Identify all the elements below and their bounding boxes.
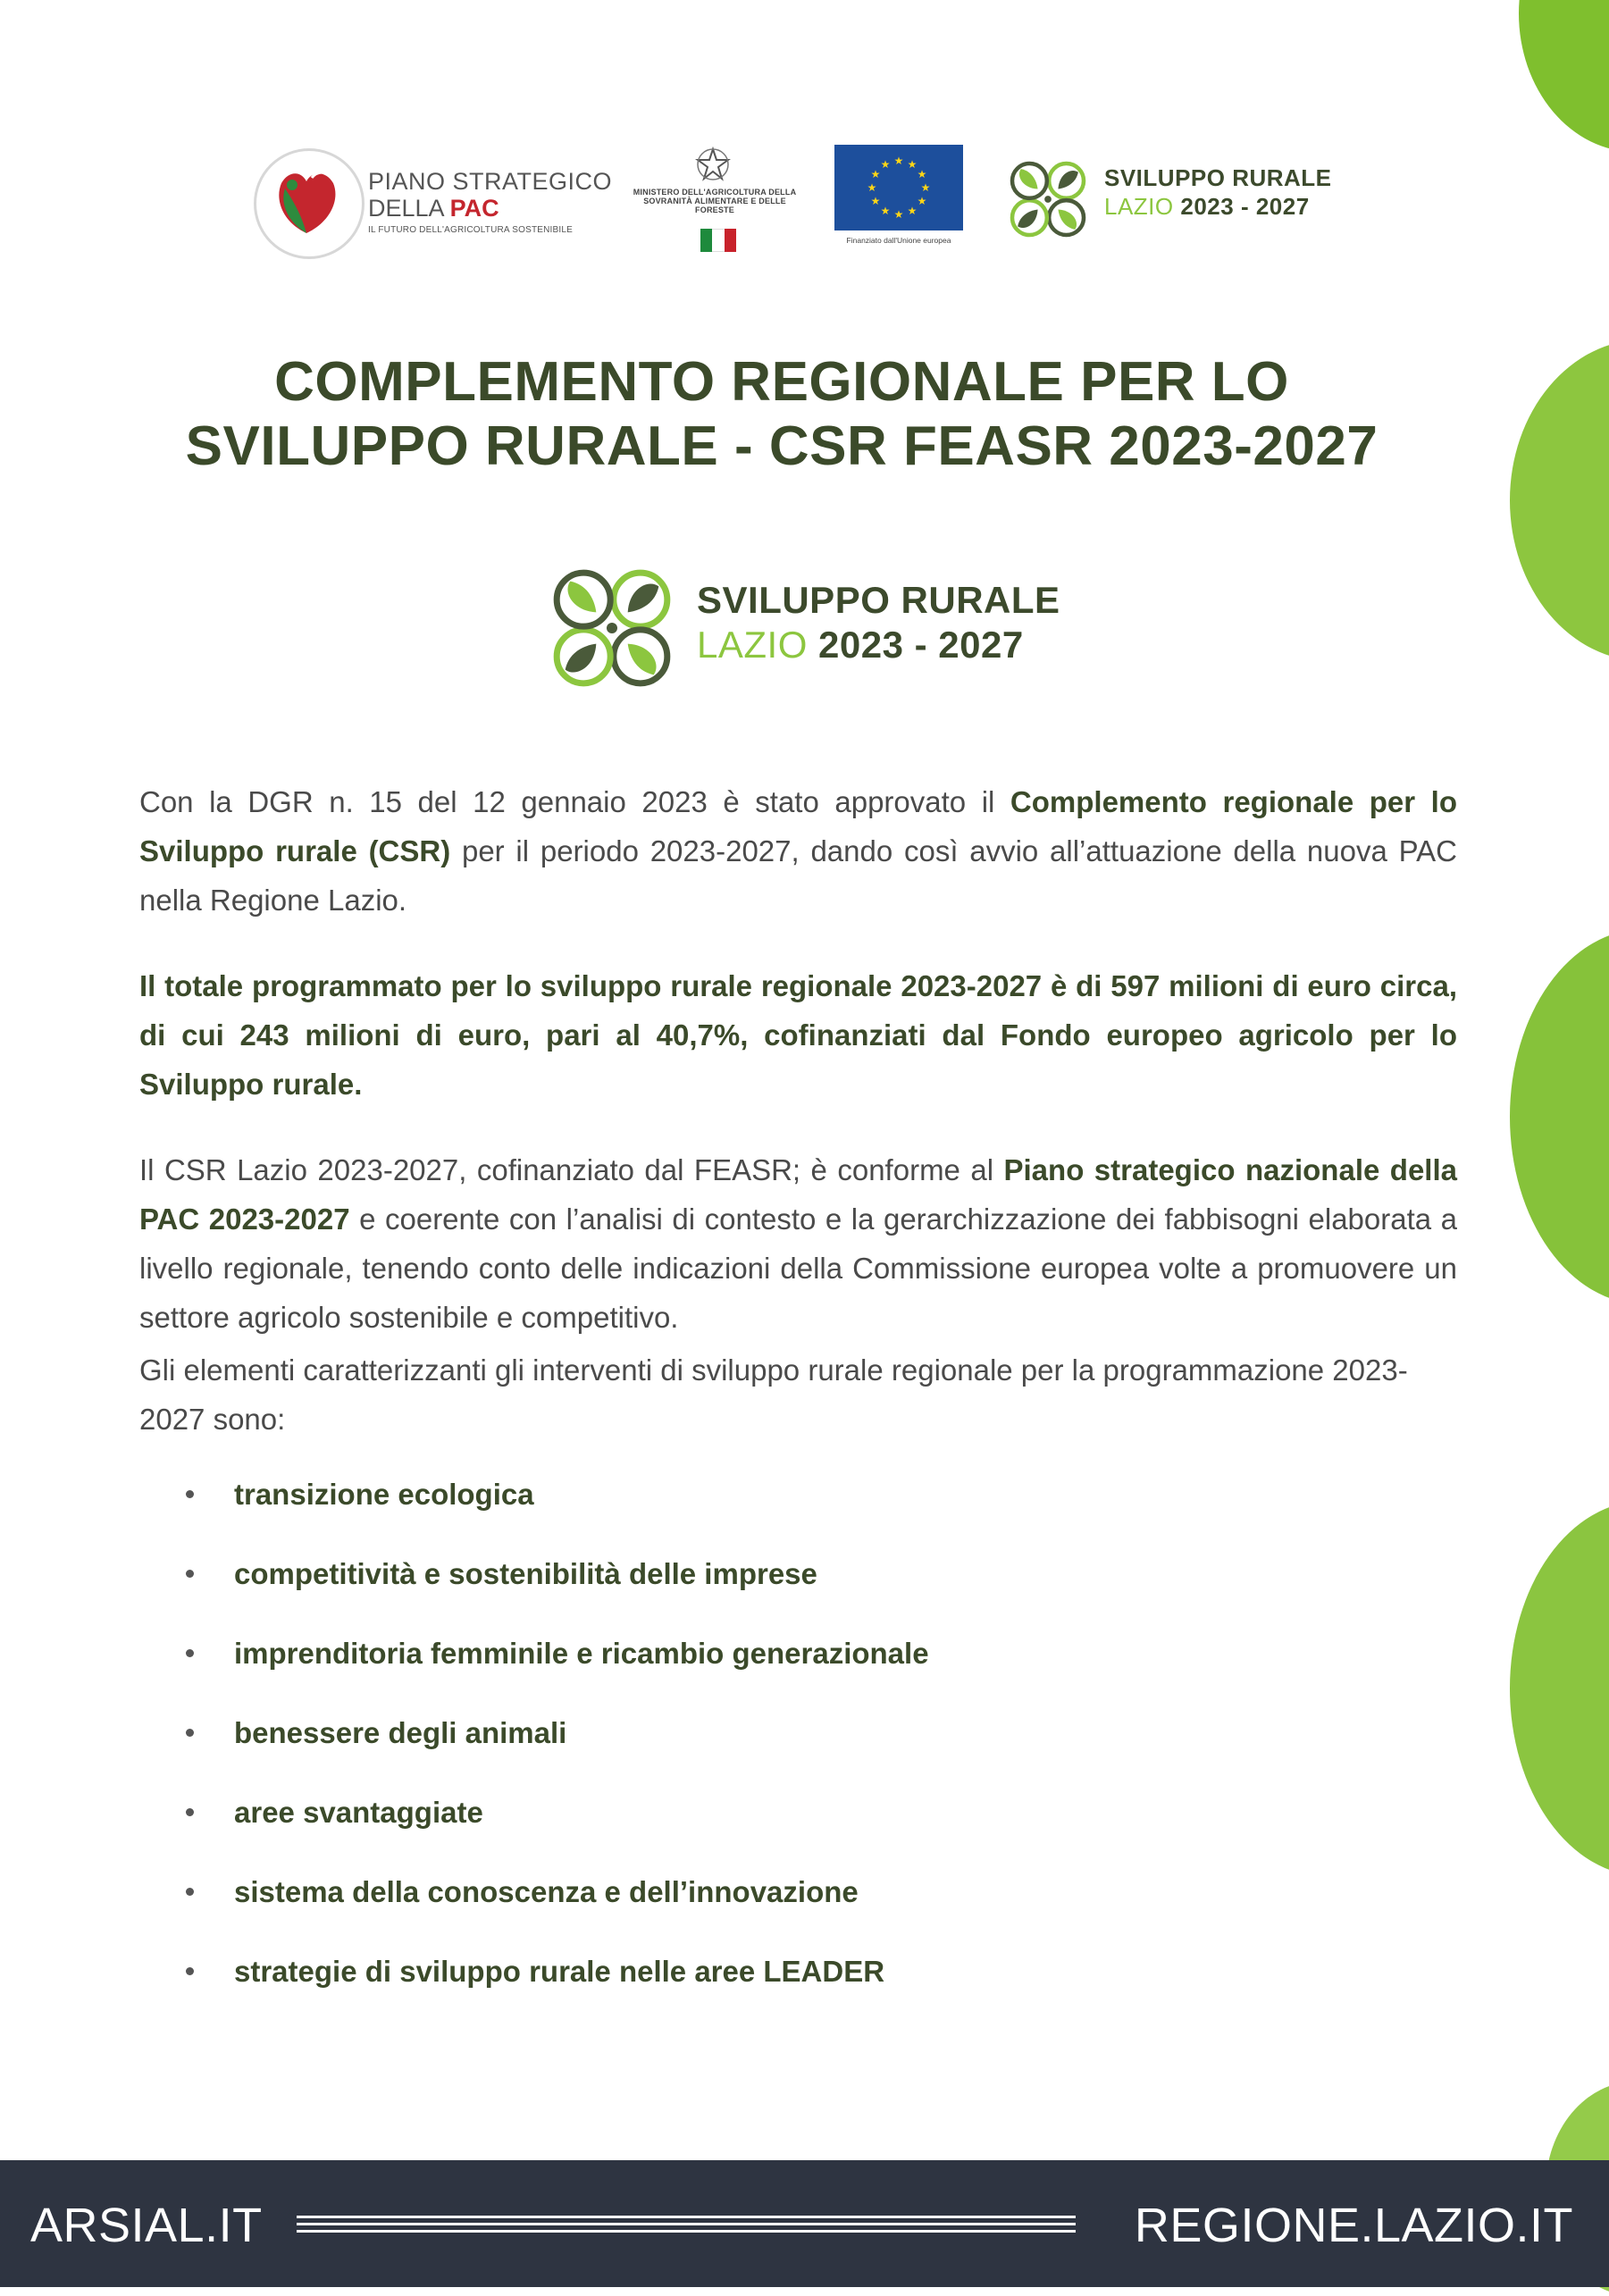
eu-star-icon: ★ [893,155,904,167]
bullet-icon [186,1967,194,1975]
leaf-line-decoration [1474,0,1609,193]
footer-regione-link[interactable]: REGIONE.LAZIO.IT [1134,2199,1573,2252]
list-item: imprenditoria femminile e ricambio generazionale [139,1631,1301,1711]
footer-divider-lines [297,2216,1076,2235]
header-logos [250,141,1358,266]
eu-star-icon: ★ [880,158,891,172]
ministry-name: MINISTERO DELL'AGRICOLTURA DELLA SOVRANITÀ ALIMENTARE E DELLE FORESTE [633,188,797,214]
sr-big-line1: SVILUPPO RURALE [697,579,1060,621]
pac-logo [250,141,613,266]
pac-title-line2: DELLA PAC [368,195,499,222]
eu-star-icon: ★ [920,181,931,194]
eu-flag-icon [834,145,963,230]
leaf-line-decoration [1501,250,1609,720]
eu-star-icon: ★ [870,195,881,207]
bullet-icon [186,1490,194,1498]
leaf-line-decoration [1501,1429,1609,1935]
pac-title-line1: PIANO STRATEGICO [368,168,613,195]
eu-star-icon: ★ [867,181,877,194]
list-item: competitività e sostenibilità delle imprese [139,1552,1301,1631]
title-line2: SVILUPPO RURALE - CSR FEASR 2023-2027 [185,415,1379,477]
pac-subtitle: IL FUTURO DELL'AGRICOLTURA SOSTENIBILE [368,225,574,235]
republic-emblem-icon [695,147,731,182]
list-item: sistema della conoscenza e dell’innovazione [139,1870,1301,1949]
eu-logo [834,141,963,266]
footer-bar [0,2160,1609,2287]
list-item: aree svantaggiate [139,1790,1301,1870]
paragraph-csr: Il CSR Lazio 2023-2027, cofinanziato dal FEASR; è conforme al Piano strategico nazionale della PAC 2023-2027 e coerente con l’analisi di contesto e la gerarchizzazione dei fabbisogni elaborata a livello regionale, tenendo conto delle indicazioni della Commissione europea volte a promuovere un settore agricolo sostenibile e competitivo. [139,1153,1457,1334]
paragraph-elements: Gli elementi caratterizzanti gli interventi di sviluppo rurale regionale per la programmazione 2023-2027 sono: [139,1353,1408,1436]
bullet-icon [186,1729,194,1737]
sviluppo-rurale-logo [536,552,1090,704]
sr-small-line1: SVILUPPO RURALE [1104,164,1332,191]
list-item: transizione ecologica [139,1472,1301,1552]
eu-star-icon: ★ [870,168,881,180]
bullet-icon [186,1649,194,1657]
clover-logo-icon [536,552,688,704]
eu-star-icon: ★ [907,158,918,172]
pac-emblem-icon [254,148,365,259]
page-title [134,350,1429,479]
sr-small-line2: LAZIO 2023 - 2027 [1104,193,1310,220]
list-item: benessere degli animali [139,1711,1301,1790]
sviluppo-rurale-logo-small [999,141,1356,266]
paragraph-intro: Con la DGR n. 15 del 12 gennaio 2023 è stato approvato il Complemento regionale per lo Sviluppo rurale (CSR) per il periodo 2023-2027, dando così avvio all’attuazione della nuova PAC nella Regione Lazio. [139,785,1457,917]
eu-caption: Finanziato dall'Unione europea [846,236,951,245]
paragraph-budget: Il totale programmato per lo sviluppo rurale regionale 2023-2027 è di 597 milioni di euro circa, di cui 243 milioni di euro, pari al 40,7%, cofinanziati dal Fondo europeo agricolo per lo Sviluppo rurale. [139,969,1457,1101]
eu-star-icon: ★ [917,168,927,180]
sr-big-line2: LAZIO 2023 - 2027 [697,624,1024,666]
bullet-icon [186,1888,194,1896]
footer-arsial-link[interactable]: ARSIAL.IT [30,2199,263,2252]
clover-logo-icon [999,150,1097,248]
eu-star-icon: ★ [893,208,904,221]
eu-star-icon: ★ [917,195,927,207]
italian-flag-icon [700,229,736,252]
leaf-line-decoration [1501,858,1609,1363]
bullet-icon [186,1808,194,1816]
list-item: strategie di sviluppo rurale nelle aree LEADER [139,1949,1301,2029]
ministry-logo [625,141,804,266]
title-line1: COMPLEMENTO REGIONALE PER LO [274,351,1289,413]
bullet-icon [186,1570,194,1578]
eu-star-icon: ★ [907,204,918,217]
bullet-list [139,1472,1301,2029]
eu-star-icon: ★ [880,204,891,217]
